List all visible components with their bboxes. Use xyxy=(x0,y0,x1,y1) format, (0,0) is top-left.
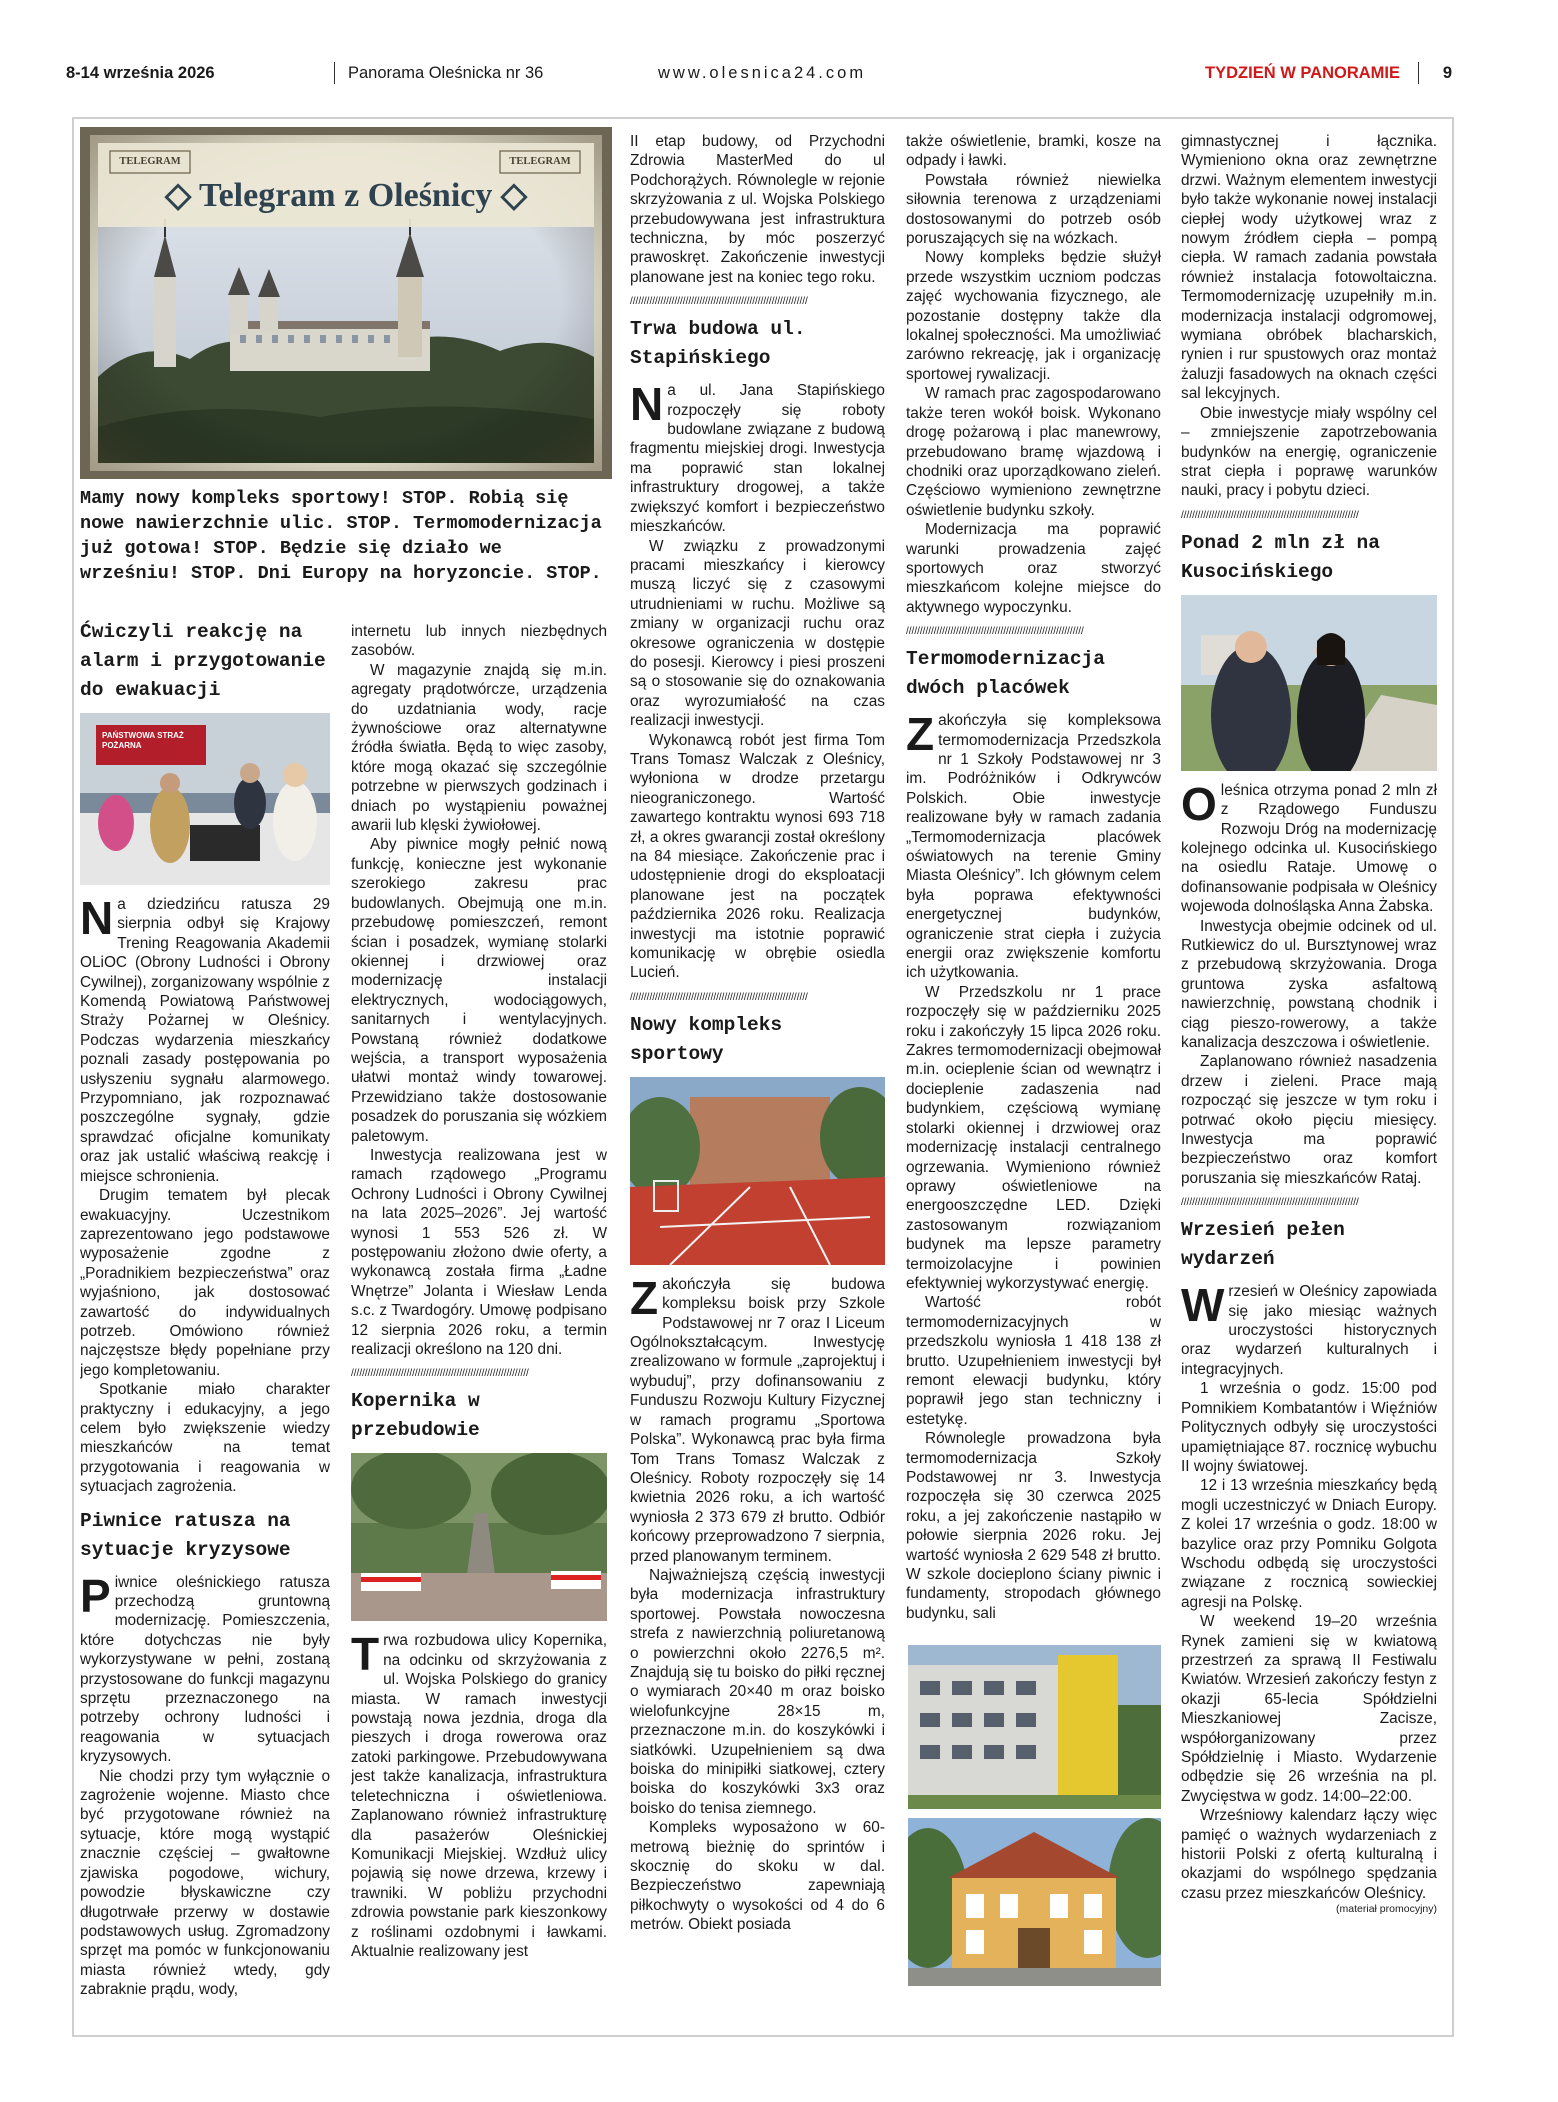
separator: //////////////////////////////////////////////////////////////// xyxy=(630,296,808,308)
paragraph: Obie inwestycje miały wspólny cel – zmniejszenie zapotrzebowania budynków na energię, ograniczenie strat ciepła i poprawę warunków nauki, pracy i pobytu dzieci. xyxy=(1181,404,1437,500)
kindergarten-photo xyxy=(908,1818,1161,1986)
separator: //////////////////////////////////////////////////////////////// xyxy=(1181,509,1359,521)
telegram-stamp: TELEGRAM xyxy=(119,156,181,167)
page-header xyxy=(66,62,1456,86)
paragraph: W związku z prowadzonymi pracami mieszkańcy i kierowcy muszą liczyć się z czasowymi utrudnieniami w ruchu. Możliwe są zmiany w organizacji ruchu oraz okresowe ograniczenia w dostępie do posesji. Kierowcy i piesi proszeni są o stosowanie się do oznakowania oraz wyrozumiałość na czas realizacji inwestycji. xyxy=(630,537,885,730)
paragraph: także oświetlenie, bramki, kosze na odpady i ławki. xyxy=(906,133,1161,170)
paragraph: leśnica otrzyma ponad 2 mln zł z Rządowego Funduszu Rozwoju Dróg na modernizację kolejnego odcinka ul. Kusocińskiego na osiedlu Rataje. Umowę o dofinansowanie podpisała w Oleśnicy wojewoda dolnośląska Anna Żabska. xyxy=(1181,781,1437,916)
paragraph: Najważniejszą częścią inwestycji była modernizacja infrastruktury sportowej. Powstała nowoczesna strefa z nawierzchnią poliuretanową o powierzchni około 2276,5 m². Znajdują się tu boisko do piłki ręcznej o wymiarach 20×40 m oraz boisko wielofunkcyjne 28×15 m, przeznaczone m.in. do koszykówki i siatkówki. Uzupełnieniem są dwa boiska do minipiłki siatkowej, cztery boiska do koszykówki 3x3 oraz boisko do tenisa ziemnego. xyxy=(630,1566,885,1817)
paragraph: Wrześniowy kalendarz łączy więc pamięć o ważnych wydarzeniach z historii Polski z ofertą kulturalną i okazjami do wspólnego spędzania czasu przez mieszkańców Oleśnicy. xyxy=(1181,1807,1437,1902)
separator: //////////////////////////////////////////////////////////////// xyxy=(1181,1197,1359,1209)
paragraph: W magazynie znajdą się m.in. agregaty prądotwórcze, urządzenia do uzdatniania wody, racje żywnościowe oraz alternatywne źródła światła. Będą to więc zasoby, które mogą okazać się szczególnie potrzebne w pierwszych godzinach i dniach po wystąpieniu poważnej awarii lub klęski żywiołowej. xyxy=(351,661,607,835)
paragraph: Nowy kompleks będzie służył przede wszystkim uczniom podczas zajęć wychowania fizycznego, ale pozostanie dostępny także dla lokalnej społeczności. Ma umożliwiać zarówno rekreację, jak i organizację sportowej rywalizacji. xyxy=(906,249,1161,383)
paragraph: W Przedszkolu nr 1 prace rozpoczęły się w październiku 2025 roku i zakończyły 15 lipca 2026 roku. Zakres termomodernizacji obejmował m.in. ocieplenie ścian od wewnątrz i docieplenie zadaszenia nad budynkiem, częściową wymianę stolarki okiennej i drzwiowej oraz modernizację instalacji centralnego ogrzewania. Wymieniono również oprawy oświetleniowe na energooszczędne LED. Dzięki zastosowanym rozwiązaniom budynek ma lepsze parametry termoizolacyjne i powinien efektywniej wykorzystywać energię. xyxy=(906,983,1161,1292)
drop-cap: Z xyxy=(630,1271,659,1324)
column-5 xyxy=(1181,132,1437,2032)
paragraph: iwnice oleśnickiego ratusza przechodzą gruntowną modernizację. Pomieszczenia, które dotychczas nie były wykorzystywane w pełni, zostaną przystosowane do funkcji magazynu sprzętu przeznaczonego na potrzeby ochrony ludności i reagowania w sytuacjach kryzysowych. xyxy=(80,1573,330,1766)
drop-cap: W xyxy=(1181,1279,1225,1332)
article-heading: Ćwiczyli reakcję na alarm i przygotowanie do ewakuacji xyxy=(80,621,326,701)
column-1 xyxy=(80,618,330,2043)
paragraph: 1 września o godz. 15:00 pod Pomnikiem Kombatantów i Więźniów Politycznych odbyły się uroczystości upamiętniające 87. rocznicę wybuchu II wojny światowej. xyxy=(1181,1380,1437,1475)
paragraph: Kompleks wyposażono w 60-metrową bieżnię do sprintów i skocznię do skoku w dal. Bezpieczeństwo zapewniają piłkochwyty o wysokości od 4 do 6 metrów. Obiekt posiada xyxy=(630,1819,885,1934)
separator: //////////////////////////////////////////////////////////////// xyxy=(906,626,1084,638)
paragraph: Nie chodzi przy tym wyłącznie o zagrożenie wojenne. Miasto chce być przygotowane również na sytuacje, które mogą wystąpić znacznie częściej – gwałtowne zjawiska pogodowe, wichury, powodzie błyskawiczne czy długotrwałe przerwy w dostawie podstawowych usług. Zgromadzony sprzęt ma pomóc w funkcjonowaniu miasta również wtedy, gdy zabraknie prądu, wody, xyxy=(80,1767,330,1999)
lead-text: Mamy nowy kompleks sportowy! STOP. Robią się nowe nawierzchnie ulic. STOP. Termomodernizacja już gotowa! STOP. Będzie się działo we wrześniu! STOP. Dni Europy na horyzoncie. STOP. xyxy=(80,488,602,584)
telegram-title-text: Telegram z Oleśnicy xyxy=(199,177,493,214)
column-2 xyxy=(351,622,607,2042)
article-heading: Trwa budowa ul. Stapińskiego xyxy=(630,318,806,370)
agreement-photo xyxy=(1181,595,1437,771)
paragraph: akończyła się kompleksowa termomodernizacja Przedszkola nr 1 Szkoły Podstawowej nr 3 im. Podróżników i Odkrywców Polskich. Obie inwestycje realizowane były w ramach zadania „Termomodernizacja placówek oświatowych na terenie Gminy Miasta Oleśnicy”. Ich głównym celem była poprawa efektywności energetycznej budynków, ograniczenie strat ciepła i zużycia energii oraz zwiększenie komfortu ich użytkowania. xyxy=(906,712,1161,982)
article-heading: Kopernika w przebudowie xyxy=(351,1390,480,1442)
site-url[interactable]: www.olesnica24.com xyxy=(658,64,867,82)
paragraph: a dziedzińcu ratusza 29 sierpnia odbył się Krajowy Trening Reagowania Akademii OLiOC (Obrony Ludności i Obrony Cywilnej), zorganizowany wspólnie z Komendą Powiatową Państwowej Straży Pożarnej w Oleśnicy. Podczas wydarzenia mieszkańcy poznali zasady postępowania po usłyszeniu sygnału alarmowego. Przypomniano, jak rozpoznawać poszczególne sygnały, gdzie sprawdzać oficjalne komunikaty oraz jak ustalić właściwą reakcję i miejsce schronienia. xyxy=(80,896,330,1185)
paragraph: II etap budowy, od Przychodni Zdrowia MasterMed do ul Podchorążych. Równolegle w rejonie skrzyżowania z ul. Wojska Polskiego przebudowywana jest infrastruktura techniczna, by móc poszerzyć prawoskręt. Zakończenie inwestycji planowane jest na koniec tego roku. xyxy=(630,133,885,286)
paragraph: Równolegle prowadzona była termomodernizacja Szkoły Podstawowej nr 3. Inwestycja rozpoczęła się 30 czerwca 2025 roku, a jej zakończenie nastąpiło w połowie sierpnia 2026 roku. Jej wartość wyniosła 2 629 548 zł brutto. W szkole docieplono ściany piwnic i fundamenty, stropodach głównego budynku, sali xyxy=(906,1430,1161,1622)
article-heading: Piwnice ratusza na sytuacje kryzysowe xyxy=(80,1509,291,1561)
telegram-title xyxy=(80,175,612,215)
school-photo xyxy=(908,1645,1161,1809)
paragraph: Inwestycja realizowana jest w ramach rządowego „Programu Ochrony Ludności i Obrony Cywilnej na lata 2025–2026”. Jej wartość wynosi 1 553 526 zł. W postępowaniu złożono dwie oferty, a wykonawcą została firma „Ładne Wnętrze” Jolanta i Wiesław Lenda s.c. z Twardogóry. Umowę podpisano 12 sierpnia 2026 roku, a termin realizacji określono na 120 dni. xyxy=(351,1146,607,1359)
paragraph: rzesień w Oleśnicy zapowiada się jako miesiąc ważnych uroczystości historycznych oraz wydarzeń kulturalnych i integracyjnych. xyxy=(1181,1283,1437,1378)
paragraph: a ul. Jana Stapińskiego rozpoczęły się roboty budowlane związane z budową fragmentu miejskiej drogi. Inwestycja ma poprawić stan lokalnej infrastruktury drogowej, a także zwiększyć komfort i bezpieczeństwo mieszkańców. xyxy=(630,382,885,536)
paragraph: Zaplanowano również nasadzenia drzew i zieleni. Prace mają rozpocząć się jeszcze w tym roku i potrwać około pięciu miesięcy. Inwestycja ma poprawić bezpieczeństwo oraz komfort poruszania się mieszkańców Rataj. xyxy=(1181,1053,1437,1187)
photo-sign: PAŃSTWOWA STRAŻ POŻARNA xyxy=(102,731,184,750)
road-works-photo xyxy=(351,1453,607,1621)
separator: //////////////////////////////////////////////////////////////// xyxy=(351,1368,529,1380)
section-title: TYDZIEŃ W PANORAMIE xyxy=(1205,64,1400,82)
paragraph: Aby piwnice mogły pełnić nową funkcję, konieczne jest wykonanie szerokiego zakresu prac budowlanych. Obejmują one m.in. przebudowę pomieszczeń, remont ścian i posadzek, wymianę stolarki okiennej i drzwiowej oraz modernizację instalacji elektrycznych, wodociągowych, sanitarnych i wentylacyjnych. Powstaną również dodatkowe wejścia, a transport wyposażenia ułatwi montaż windy towarowej. Przewidziano także dostosowanie posadzek do poruszania się wózkiem paletowym. xyxy=(351,836,607,1145)
drop-cap: N xyxy=(80,892,114,944)
diamond-icon: ◇ xyxy=(164,177,200,214)
drop-cap: N xyxy=(630,378,664,431)
paragraph: Modernizacja ma poprawić warunki prowadzenia zajęć sportowych oraz stworzyć mieszkańcom kolejne miejsce do aktywnego wypoczynku. xyxy=(906,521,1161,616)
paragraph: Drugim tematem był plecak ewakuacyjny. Uczestnikom zaprezentowano jego podstawowe wyposażenie zgodne z „Poradnikiem bezpieczeństwa” oraz wyjaśniono, jak dostosować zawartość do indywidualnych potrzeb. Omówiono również najczęstsze błędy popełniane przy jego kompletowaniu. xyxy=(80,1187,330,1379)
drop-cap: Z xyxy=(906,708,935,761)
paragraph: Wykonawcą robót jest firma Tom Trans Tomasz Walczak z Oleśnicy, wyłoniona w drodze przetargu nieograniczonego. Wartość zawartego kontraktu wynosi 693 718 zł, a okres gwarancji został określony na 84 miesiące. Zakończenie prac i udostępnienie drogi do eksploatacji planowane jest na początek października 2026 roku. Realizacja inwestycji ma istotnie poprawić komunikację w obrębie osiedla Lucień. xyxy=(630,731,885,982)
telegram-stamp: TELEGRAM xyxy=(509,156,571,167)
paragraph: W ramach prac zagospodarowano także teren wokół boisk. Wykonano drogę pożarową i plac manewrowy, przebudowano bramę wjazdową i chodniki oraz uporządkowano zieleń. Częściowo wymieniono zewnętrzne oświetlenie budynku szkoły. xyxy=(906,385,1161,519)
paragraph: 12 i 13 września mieszkańcy będą mogli uczestniczyć w Dniach Europy. Z kolei 17 września o godz. 18:00 w bazylice oraz przy Pomniku Golgota Wschodu odbędą się uroczystości związane z rocznicą sowieckiej agresji na Polskę. xyxy=(1181,1477,1437,1611)
promo-note: (materiał promocyjny) xyxy=(1336,1903,1437,1916)
paragraph: rwa rozbudowa ulicy Kopernika, na odcinku od skrzyżowania z ul. Wojska Polskiego do granicy miasta. W ramach inwestycji powstają nowa jezdnia, droga dla pieszych i droga rowerowa oraz zatoki parkingowe. Przebudowywana jest także kanalizacja, infrastruktura teletechniczna i oświetleniowa. Zaplanowano również infrastrukturę dla pasażerów Oleśnickiej Komunikacji Miejskiej. Wzdłuż ulicy pojawią się nowe drzewa, krzewy i trawniki. W pobliżu przychodni zdrowia powstanie park kieszonkowy z roślinami ozdobnymi i ławkami. Aktualnie realizowany jest xyxy=(351,1632,607,1960)
paragraph: Inwestycja obejmie odcinek od ul. Rutkiewicz do ul. Bursztynowej wraz z przebudową skrzyżowania. Droga gruntowa zyska asfaltową nawierzchnię, powstaną chodnik i ciąg pieszo-rowerowy, a także kanalizacja deszczowa i oświetlenie. xyxy=(1181,917,1437,1051)
header-divider xyxy=(1418,62,1419,84)
paragraph: akończyła się budowa kompleksu boisk przy Szkole Podstawowej nr 7 oraz I Liceum Ogólnokształcącym. Inwestycję zrealizowano w formule „zaprojektuj i wybuduj”, przy dofinansowaniu z Funduszu Rozwoju Kultury Fizycznej w ramach programu „Sportowa Polska”. Wykonawcą prac była firma Tom Trans Tomasz Walczak z Oleśnicy. Roboty rozpoczęły się 14 kwietnia 2026 roku, a ich wartość wyniosła 2 373 679 zł brutto. Odbiór końcowy przeprowadzono 7 sierpnia, przed planowanym terminem. xyxy=(630,1275,885,1565)
drop-cap: P xyxy=(80,1569,111,1622)
drop-cap: O xyxy=(1181,777,1217,830)
separator: //////////////////////////////////////////////////////////////// xyxy=(630,991,808,1003)
article-heading: Termomodernizacja dwóch placówek xyxy=(906,648,1105,700)
article-heading: Wrzesień pełen wydarzeń xyxy=(1181,1219,1345,1271)
header-divider xyxy=(334,62,335,84)
article-heading: Nowy kompleks sportowy xyxy=(630,1013,783,1065)
diamond-icon: ◇ xyxy=(492,177,528,214)
article-heading: Ponad 2 mln zł na Kusocińskiego xyxy=(1181,531,1380,583)
paper-name: Panorama Oleśnicka nr 36 xyxy=(348,64,544,82)
column-3 xyxy=(630,132,885,2042)
issue-date: 8-14 września 2026 xyxy=(66,64,215,82)
telegram-banner xyxy=(80,127,612,479)
paragraph: Spotkanie miało charakter praktyczny i edukacyjny, a jego celem było zwiększenie wiedzy mieszkańców na temat przygotowania i reagowania w sytuacjach zagrożenia. xyxy=(80,1381,330,1496)
paragraph: Wartość robót termomodernizacyjnych w przedszkolu wyniosła 1 418 138 zł brutto. Uzupełnieniem inwestycji był remont elewacji budynku, który poprawił jego stan techniczny i estetykę. xyxy=(906,1294,1161,1428)
paragraph: internetu lub innych niezbędnych zasobów. xyxy=(351,623,607,660)
paragraph: W weekend 19–20 września Rynek zamieni się w kwiatową przestrzeń za sprawą II Festiwalu Kwiatów. Wrzesień zakończy festyn z okazji 65-lecia Spółdzielni Mieszkaniowej Zacisze, współorganizowany przez Spółdzielnię i Miasto. Wydarzenie odbędzie się 26 września na pl. Zwycięstwa w godz. 14:00–22:00. xyxy=(1181,1613,1437,1805)
page-number: 9 xyxy=(1442,64,1452,82)
training-photo xyxy=(80,713,330,885)
paragraph: gimnastycznej i łącznika. Wymieniono okna oraz zewnętrzne drzwi. Ważnym elementem inwestycji było także wykonanie nowej instalacji ciepłej wody użytkowej wraz z nowym źródłem ciepła – pompą ciepła. W ramach zadania powstała również instalacja fotowoltaiczna. Termomodernizację uzupełniły m.in. modernizacja instalacji odgromowej, wymiana obróbek blacharskich, rynien i rur spustowych oraz montaż żaluzji fasadowych na oknach części sal lekcyjnych. xyxy=(1181,133,1437,403)
sports-complex-photo xyxy=(630,1077,885,1265)
drop-cap: T xyxy=(351,1628,380,1681)
paragraph: Powstała również niewielka siłownia terenowa z urządzeniami dostosowanymi do potrzeb osób poruszających się na wózkach. xyxy=(906,171,1161,248)
